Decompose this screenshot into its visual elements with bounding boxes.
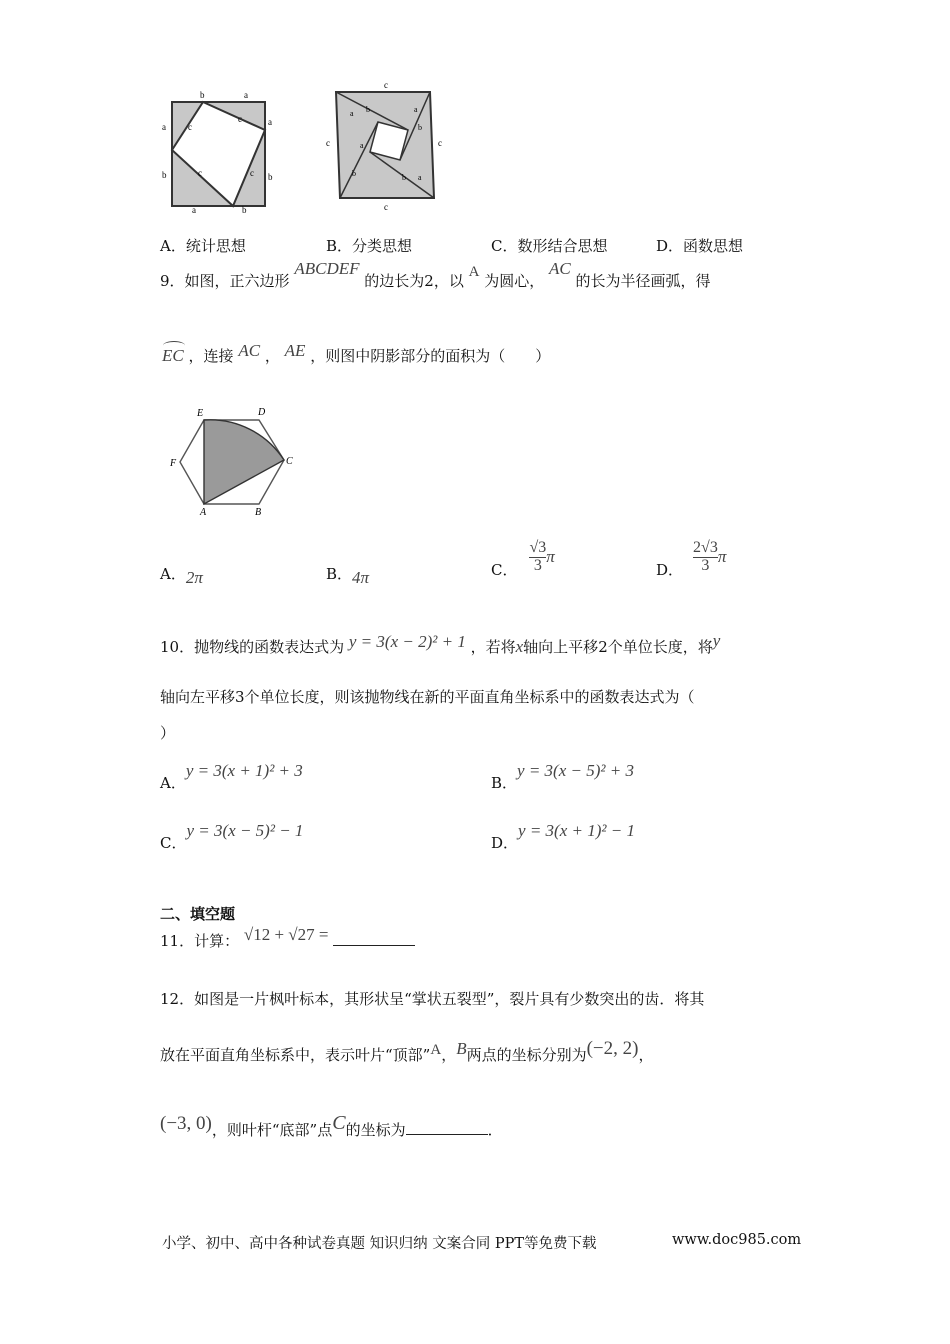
fig2-label: b [352, 169, 356, 178]
q11-answer-blank[interactable] [333, 931, 415, 946]
svg-text:F: F [170, 458, 177, 469]
footer-url[interactable]: www.doc985.com [672, 1232, 802, 1248]
fig2-label: c [326, 138, 330, 148]
q9-math-hexagon: ABCDEF [294, 259, 360, 278]
q10-option-c: C．y = 3(x − 5)² − 1 [160, 821, 304, 852]
fig2-label: b [402, 173, 406, 182]
q9-stem-line-2: EC ，连接 AC ， AE ，则图中阴影部分的面积为（ ） [162, 341, 551, 365]
svg-text:D: D [258, 407, 266, 418]
fig2-label: a [360, 141, 364, 150]
svg-text:E: E [197, 408, 204, 419]
q8-figure-2 [322, 80, 452, 215]
fig2-label: a [414, 105, 418, 114]
fig2-label: b [366, 105, 370, 114]
q9-hexagon-figure [166, 404, 306, 516]
q9-option-d: D． $\frac{2√3}{3}$ π [656, 539, 727, 579]
q10-stem-line-2: 轴向左平移3个单位长度，则该抛物线在新的平面直角坐标系中的函数表达式为（ [160, 688, 695, 706]
fig1-label: b [200, 90, 205, 100]
q10-option-d: D．y = 3(x + 1)² − 1 [491, 821, 635, 852]
q8-option-a: A．统计思想 [160, 237, 246, 255]
q9-option-c: C． $\frac{√3}{3}$ π [491, 539, 555, 579]
fig1-label: c [198, 168, 202, 178]
fig2-label: c [384, 202, 388, 212]
fig1-label: b [162, 170, 167, 180]
q9-option-b: B．4π [326, 565, 370, 587]
fig2-label: b [418, 123, 422, 132]
svg-text:A: A [200, 507, 207, 516]
q12-line-3: (−3, 0)，则叶杆“底部”点C的坐标为 ． [160, 1112, 503, 1139]
fig1-label: c [238, 114, 242, 124]
footer-text: 小学、初中、高中各种试卷真题 知识归纳 文案合同 PPT等免费下载 [162, 1236, 597, 1252]
q10-option-b: B．y = 3(x − 5)² + 3 [491, 761, 634, 792]
fig1-label: b [242, 205, 247, 215]
fig1-label: b [268, 172, 273, 182]
q8-figure-1 [158, 80, 278, 215]
fig1-label: a [244, 90, 248, 100]
q8-option-c: C．数形结合思想 [491, 237, 608, 255]
q11-expression: √12 + √27 = [243, 925, 329, 944]
fig1-label: a [268, 117, 272, 127]
q12-line-1: 12．如图是一片枫叶标本，其形状呈“掌状五裂型”，裂片具有少数突出的齿．将其 [160, 990, 705, 1008]
q9-stem-line-1: 9．如图，正六边形 ABCDEF 的边长为2，以 A 为圆心， AC 的长为半径画弧，得 [160, 259, 711, 290]
q12-line-2: 放在平面直角坐标系中，表示叶片“顶部”A，B两点的坐标分别为(−2, 2)， [160, 1038, 654, 1064]
q10-stem-line-1: 10．抛物线的函数表达式为 y = 3(x − 2)² + 1 ，若将x轴向上平移2个单位长度，将y [160, 631, 721, 656]
q8-option-d: D．函数思想 [656, 237, 744, 255]
q12-coord-a: (−2, 2) [586, 1038, 639, 1059]
q8-option-b: B．分类思想 [326, 237, 413, 255]
q12-answer-blank[interactable] [406, 1120, 488, 1135]
q10-stem-line-3: ） [160, 724, 176, 742]
fig2-label: c [384, 80, 388, 90]
q9-arc-ec: EC [162, 346, 184, 366]
fig1-label: a [192, 205, 196, 215]
fig1-label: c [188, 122, 192, 132]
svg-text:C: C [286, 456, 293, 467]
section-title: 二、填空题 [160, 905, 236, 923]
fig2-label: a [350, 109, 354, 118]
q12-coord-b: (−3, 0) [160, 1113, 212, 1134]
q10-expression: y = 3(x − 2)² + 1 [348, 632, 466, 651]
fig2-label: c [438, 138, 442, 148]
q10-option-a: A．y = 3(x + 1)² + 3 [160, 761, 303, 792]
fig1-label: c [250, 168, 254, 178]
q11: 11．计算： √12 + √27 = [160, 930, 415, 951]
fig2-label: a [418, 173, 422, 182]
svg-text:B: B [255, 507, 262, 516]
fig1-label: a [162, 122, 166, 132]
q9-option-a: A．2π [160, 565, 203, 587]
